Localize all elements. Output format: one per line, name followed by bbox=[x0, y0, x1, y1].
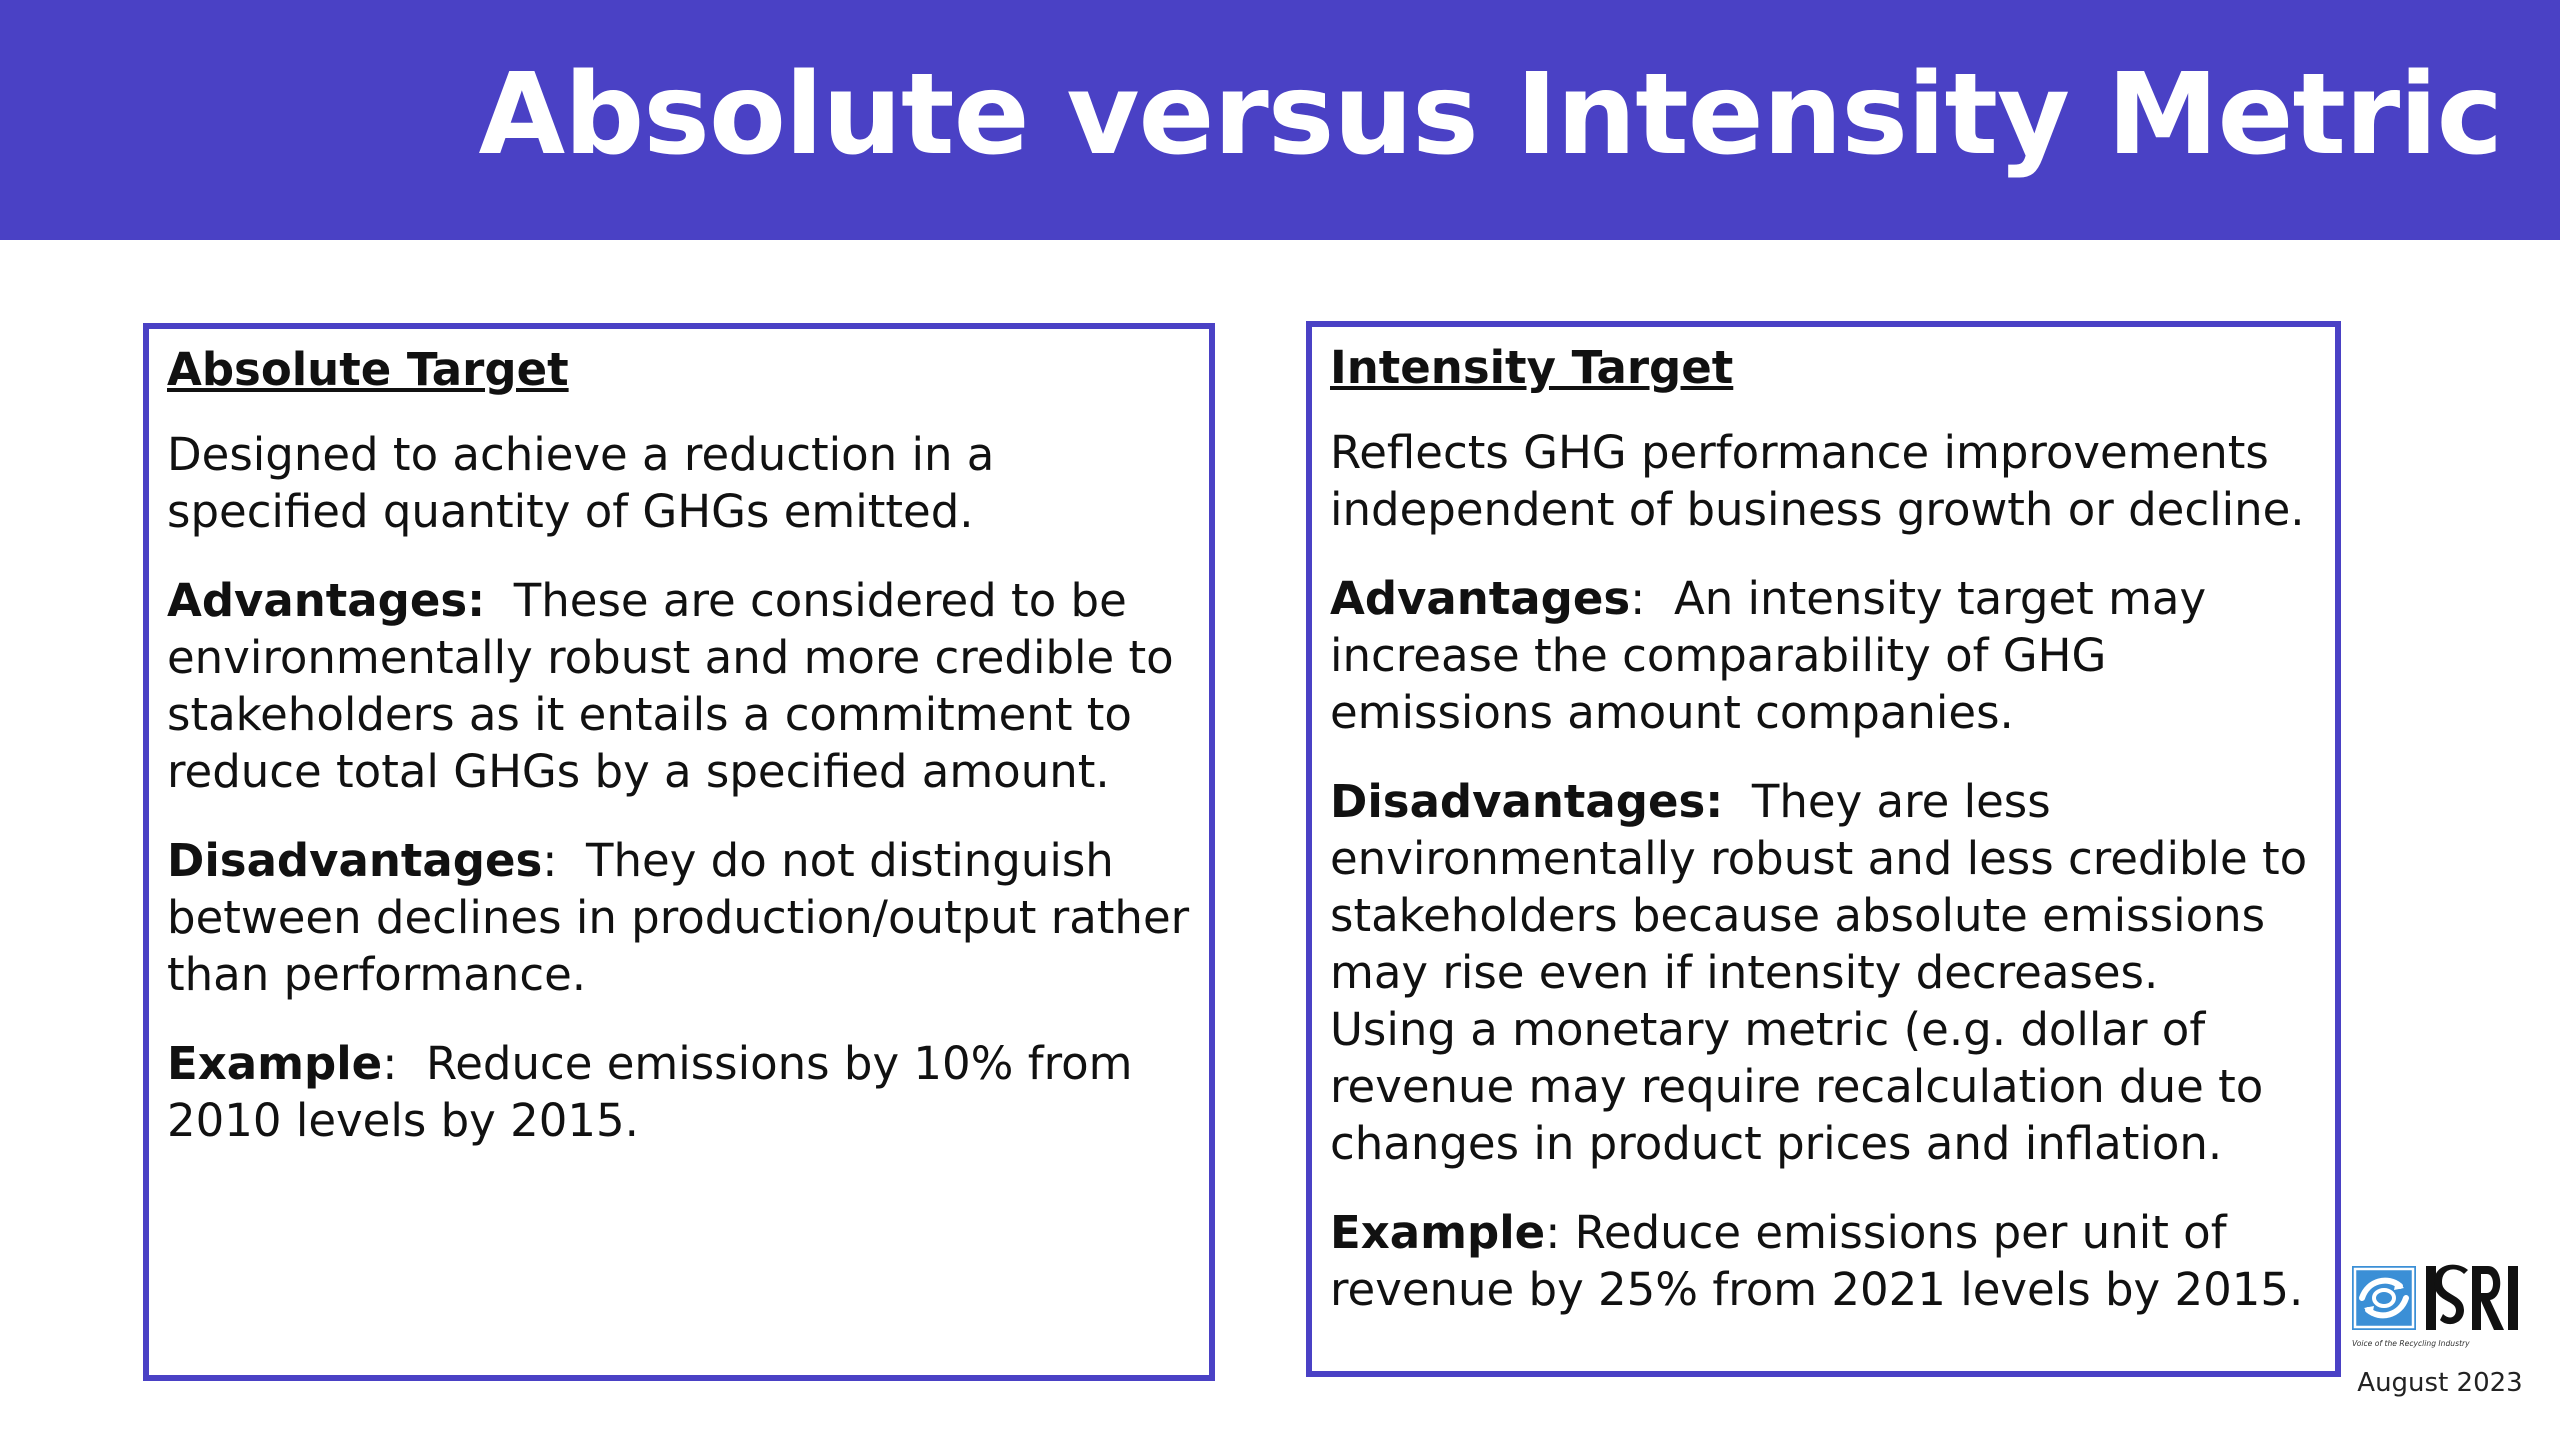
intensity-disadvantages-label: Disadvantages: bbox=[1330, 775, 1724, 828]
absolute-disadvantages bbox=[167, 832, 1204, 1003]
absolute-advantages-label: Advantages: bbox=[167, 574, 486, 627]
footer-date: August 2023 bbox=[2357, 1368, 2523, 1398]
intensity-target-intro: Reflects GHG performance improvements independent of business growth or decline. bbox=[1330, 426, 2305, 536]
intensity-disadvantages bbox=[1330, 773, 2322, 1172]
absolute-target-intro: Designed to achieve a reduction in a specified quantity of GHGs emitted. bbox=[167, 428, 995, 538]
intensity-advantages-text: : An intensity target may increase the comparability of GHG emissions amount companies. bbox=[1330, 572, 2221, 739]
absolute-disadvantages-label: Disadvantages bbox=[167, 834, 543, 887]
absolute-disadvantages-text: : They do not distinguish between declines in production/output rather than performance. bbox=[167, 834, 1204, 1001]
intensity-disadvantages-text: They are less environmentally robust and less credible to stakeholders because absolute emissions may rise even if intensity decreases. Using a monetary metric (e.g. dollar of revenue may require recalculation due to changes in product prices and inflation. bbox=[1330, 775, 2322, 1170]
absolute-example-text: : Reduce emissions by 10% from 2010 levels by 2015. bbox=[167, 1037, 1147, 1147]
intensity-target-heading: Intensity Target bbox=[1330, 341, 1734, 394]
absolute-advantages-text: These are considered to be environmentally robust and more credible to stakeholders as it entails a commitment to reduce total GHGs by a specified amount. bbox=[167, 574, 1189, 798]
intensity-target-panel bbox=[1306, 321, 2341, 1377]
intensity-example bbox=[1330, 1204, 2317, 1318]
absolute-example bbox=[167, 1035, 1191, 1149]
isri-logo bbox=[2352, 1262, 2522, 1354]
absolute-example-label: Example bbox=[167, 1037, 383, 1090]
title-banner bbox=[0, 0, 2560, 240]
absolute-target-heading: Absolute Target bbox=[167, 343, 569, 396]
isri-tagline: Voice of the Recycling Industry bbox=[2352, 1339, 2470, 1348]
slide-title: Absolute versus Intensity Metric bbox=[478, 50, 2502, 180]
intensity-advantages bbox=[1330, 570, 2317, 741]
intensity-advantages-label: Advantages bbox=[1330, 572, 1631, 625]
absolute-target-panel bbox=[143, 323, 1215, 1381]
isri-recycling-logo-icon bbox=[2352, 1266, 2416, 1330]
intensity-example-text: : Reduce emissions per unit of revenue by 25% from 2021 levels by 2015. bbox=[1330, 1206, 2304, 1316]
absolute-advantages bbox=[167, 572, 1191, 800]
intensity-example-label: Example bbox=[1330, 1206, 1546, 1259]
isri-wordmark bbox=[2426, 1265, 2518, 1330]
